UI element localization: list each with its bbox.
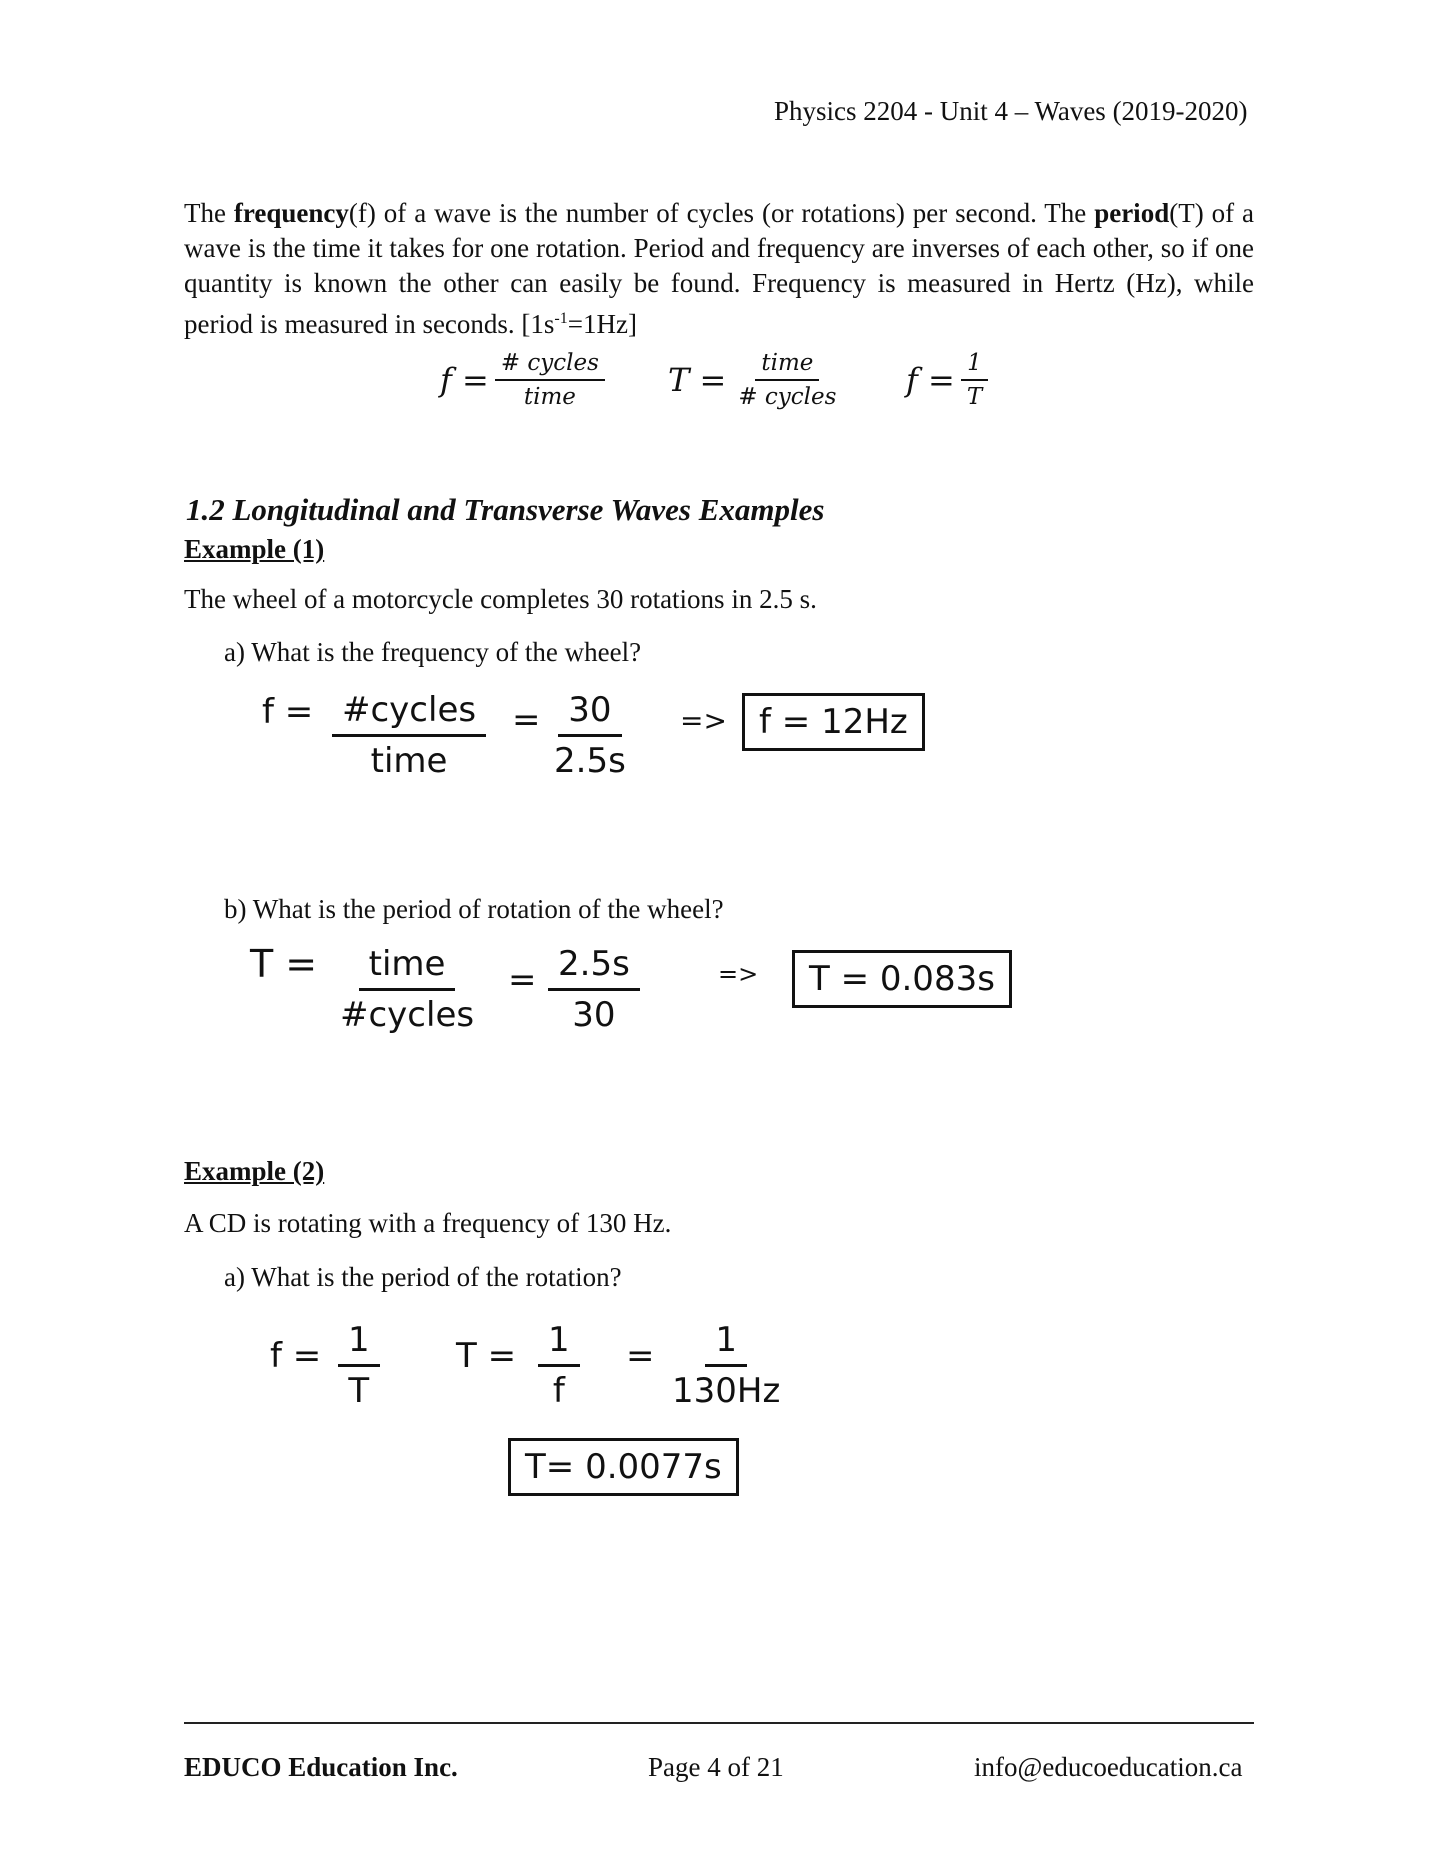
example2-a-lhs1: f = [270, 1336, 322, 1376]
intro-superscript: -1 [554, 310, 568, 327]
example2-a-lhs2: T = [456, 1336, 517, 1376]
footer-page-number: Page 4 of 21 [648, 1752, 784, 1782]
frequency-term: frequency [233, 198, 349, 228]
example1-b-frac2 [548, 944, 640, 1035]
example1-b-eq: = [508, 960, 537, 1000]
example1-b-den2: 30 [572, 995, 616, 1035]
example2-statement: A CD is rotating with a frequency of 130 Hz. [184, 1208, 672, 1238]
footer-divider [184, 1722, 1254, 1724]
footer-email: info@educoeducation.ca [974, 1752, 1243, 1782]
example1-b-num2: 2.5s [548, 944, 640, 991]
formula-inverse-num: 1 [961, 350, 988, 381]
example1-a-den1: time [370, 741, 448, 781]
example1-label: Example (1) [184, 534, 325, 564]
formula-period-lhs: T = [668, 361, 727, 399]
formula-period-den: # cycles [738, 384, 837, 410]
example1-b-arrow: => [718, 960, 759, 988]
example1-a-answer: f = 12Hz [742, 693, 925, 751]
intro-text-4: =1Hz] [567, 309, 637, 339]
example2-a-den2: f [552, 1371, 565, 1411]
example2-a-den1: T [348, 1371, 370, 1411]
formula-period [668, 350, 842, 410]
formula-inverse-lhs: f = [906, 361, 955, 399]
example2-label: Example (2) [184, 1156, 325, 1186]
example2-a-num1: 1 [338, 1320, 380, 1367]
footer-company: EDUCO Education Inc. [184, 1752, 458, 1782]
example1-a-arrow: => [680, 704, 727, 737]
example1-b-den1: #cycles [340, 995, 475, 1035]
example2-a-answer: T= 0.0077s [508, 1438, 739, 1496]
example2-question-a: a) What is the period of the rotation? [224, 1262, 622, 1292]
page-header: Physics 2204 - Unit 4 – Waves (2019-2020) [774, 96, 1248, 126]
section-title: 1.2 Longitudinal and Transverse Waves Examples [186, 492, 825, 527]
intro-text-3: (T) of a wave is the time it takes for one rotation. Period and frequency are inverses of each other, so if one quantity is known the other can easily be found. Frequency is measured in Hertz (Hz), while period is measured in seconds. [1s [184, 198, 1254, 339]
formula-frequency-num: # cycles [495, 350, 605, 381]
formula-inverse-den: T [966, 384, 983, 410]
period-term: period [1094, 198, 1170, 228]
example2-a-eq: = [626, 1336, 655, 1376]
example2-a-frac1 [338, 1320, 380, 1411]
example1-a-den2: 2.5s [554, 741, 626, 781]
example1-a-frac1 [332, 690, 486, 781]
example2-a-frac2 [538, 1320, 580, 1411]
example2-a-num2: 1 [538, 1320, 580, 1367]
formula-period-num: time [755, 350, 819, 381]
example2-a-frac3 [672, 1320, 780, 1411]
example1-a-num2: 30 [558, 690, 621, 737]
example1-question-b: b) What is the period of rotation of the wheel? [224, 894, 724, 924]
formula-frequency [440, 350, 605, 410]
example1-b-frac1 [340, 944, 474, 1035]
example1-b-answer: T = 0.083s [792, 950, 1012, 1008]
example2-a-den3: 130Hz [672, 1371, 781, 1411]
example1-a-frac2 [554, 690, 626, 781]
example1-question-a: a) What is the frequency of the wheel? [224, 637, 642, 667]
intro-text-1: The [184, 198, 234, 228]
intro-text-2: (f) of a wave is the number of cycles (or rotations) per second. The [348, 198, 1095, 228]
example2-a-num3: 1 [705, 1320, 747, 1367]
example1-a-eq: = [512, 700, 541, 740]
intro-paragraph [184, 196, 1254, 342]
formula-frequency-den: time [523, 384, 576, 410]
example1-statement: The wheel of a motorcycle completes 30 rotations in 2.5 s. [184, 584, 817, 614]
formula-frequency-lhs: f = [440, 361, 489, 399]
formula-inverse [906, 350, 988, 410]
example1-b-num1: time [359, 944, 456, 991]
example1-a-lhs: f = [262, 692, 314, 732]
example1-a-num1: #cycles [332, 690, 486, 737]
example1-b-lhs: T = [250, 942, 318, 986]
